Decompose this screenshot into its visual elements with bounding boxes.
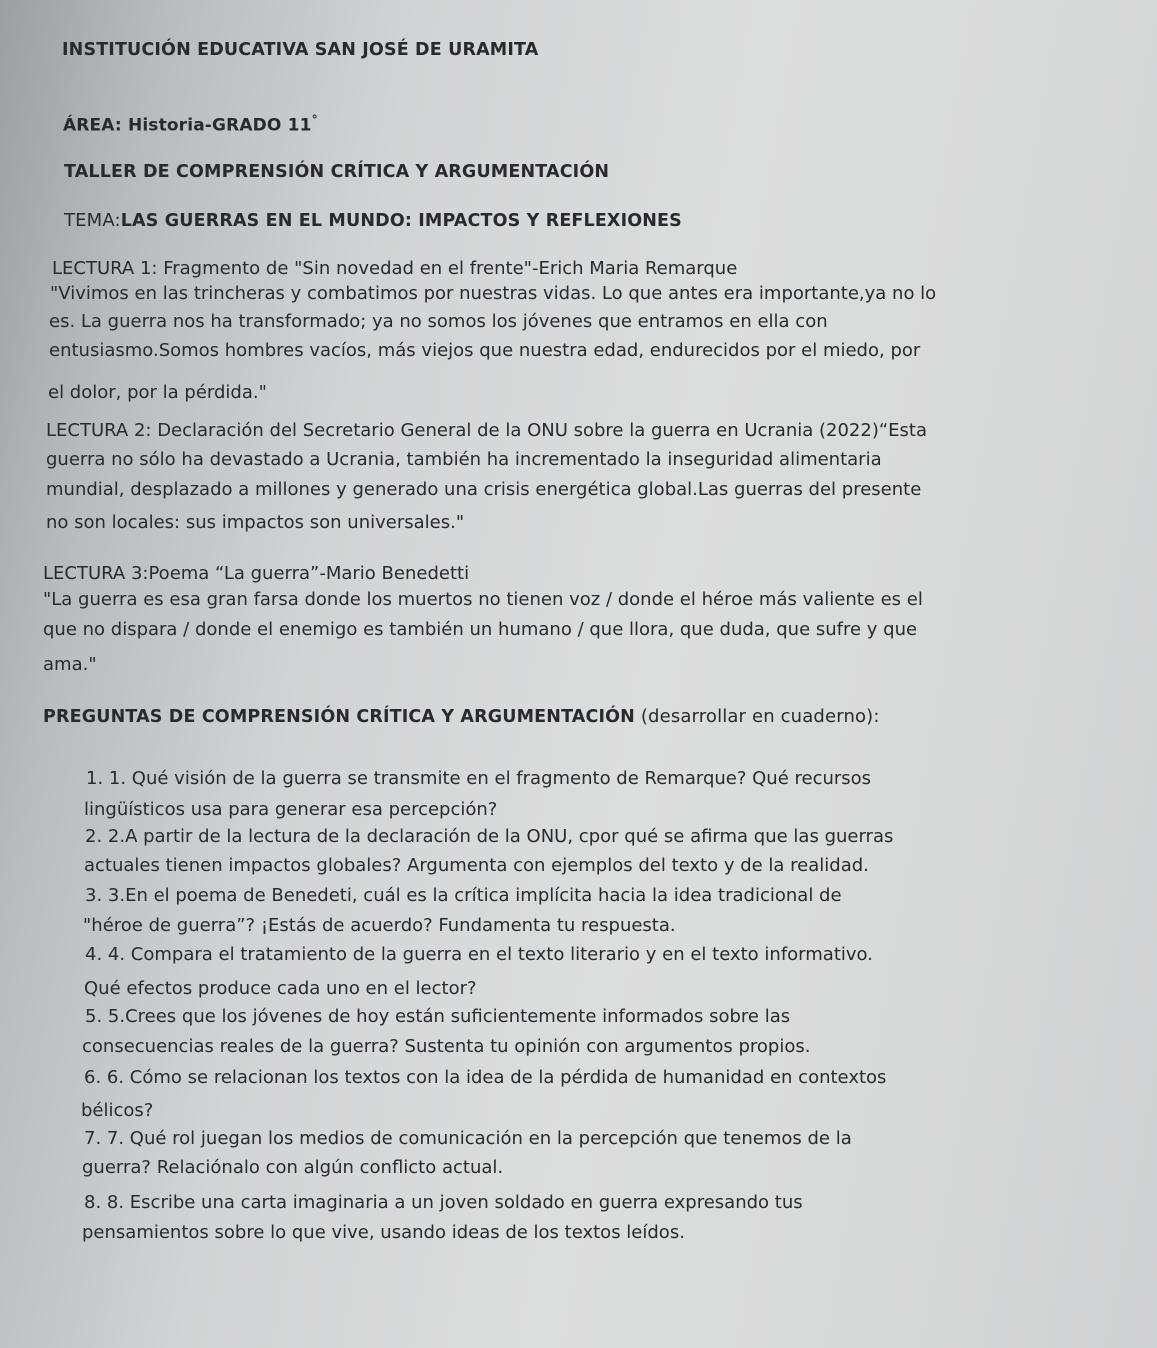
reading-2-title: LECTURA 2: Declaración del Secretario General de la ONU sobre la guerra en Ucrania (2022)“Esta [46, 420, 928, 441]
reading-1-line: "Vivimos en las trincheras y combatimos por nuestras vidas. Lo que antes era importante,ya no lo [50, 283, 937, 304]
question-7-line-2: guerra? Relaciónalo con algún conflicto actual. [82, 1157, 504, 1178]
question-4-line-1: 4. 4. Compara el tratamiento de la guerra en el texto literario y en el texto informativo. [85, 944, 873, 965]
institution-title: INSTITUCIÓN EDUCATIVA SAN JOSÉ DE URAMITA [62, 40, 539, 60]
reading-1-line: entusiasmo.Somos hombres vacíos, más viejos que nuestra edad, endurecidos por el miedo, por [49, 340, 921, 361]
reading-1-line: el dolor, por la pérdida." [48, 382, 267, 403]
theme-prefix: TEMA: [64, 210, 121, 231]
theme-title: LAS GUERRAS EN EL MUNDO: IMPACTOS Y REFLEXIONES [120, 211, 682, 231]
area-grade-line [63, 113, 318, 136]
reading-1-line: es. La guerra nos ha transformado; ya no somos los jóvenes que entramos en ella con [49, 311, 828, 332]
question-3-line-2: "héroe de guerra”? ¡Estás de acuerdo? Fundamenta tu respuesta. [83, 915, 676, 936]
question-2-line-1: 2. 2.A partir de la lectura de la declaración de la ONU, cpor qué se afirma que las guerras [85, 826, 894, 847]
area-grade-text: ÁREA: Historia-GRADO 11 [63, 115, 312, 136]
reading-2-line: no son locales: sus impactos son universales." [46, 512, 465, 533]
question-8-line-2: pensamientos sobre lo que vive, usando ideas de los textos leídos. [82, 1222, 685, 1243]
questions-heading [43, 706, 880, 727]
questions-title: PREGUNTAS DE COMPRENSIÓN CRÍTICA Y ARGUMENTACIÓN [43, 707, 635, 727]
question-8-line-1: 8. 8. Escribe una carta imaginaria a un joven soldado en guerra expresando tus [84, 1192, 803, 1213]
reading-3-line: que no dispara / donde el enemigo es también un humano / que llora, que duda, que sufre y que [43, 619, 918, 640]
reading-3-line: "La guerra es esa gran farsa donde los muertos no tienen voz / donde el héroe más valiente es el [43, 589, 923, 610]
question-7-line-1: 7. 7. Qué rol juegan los medios de comunicación en la percepción que tenemos de la [84, 1128, 852, 1149]
question-4-line-2: Qué efectos produce cada uno en el lector? [84, 978, 477, 999]
question-2-line-2: actuales tienen impactos globales? Argumenta con ejemplos del texto y de la realidad. [84, 855, 869, 876]
question-6-line-2: bélicos? [81, 1100, 154, 1121]
question-5-line-1: 5. 5.Crees que los jóvenes de hoy están suficientemente informados sobre las [85, 1006, 791, 1027]
question-1-line-2: lingüísticos usa para generar esa percepción? [84, 799, 498, 820]
question-1-line-1: 1. 1. Qué visión de la guerra se transmite en el fragmento de Remarque? Qué recursos [86, 768, 872, 789]
reading-3-line: ama." [43, 654, 97, 675]
reading-3-title: LECTURA 3:Poema “La guerra”-Mario Benedetti [43, 563, 470, 584]
questions-note: (desarrollar en cuaderno): [634, 706, 880, 727]
question-6-line-1: 6. 6. Cómo se relacionan los textos con la idea de la pérdida de humanidad en contextos [84, 1067, 887, 1088]
reading-2-line: mundial, desplazado a millones y generado una crisis energética global.Las guerras del presente [46, 479, 922, 500]
question-5-line-2: consecuencias reales de la guerra? Sustenta tu opinión con argumentos propios. [82, 1036, 811, 1057]
question-3-line-1: 3. 3.En el poema de Benedeti, cuál es la crítica implícita hacia la idea tradicional de [85, 885, 842, 906]
theme-line [64, 210, 682, 231]
reading-1-title: LECTURA 1: Fragmento de "Sin novedad en el frente"-Erich Maria Remarque [52, 258, 738, 279]
reading-2-line: guerra no sólo ha devastado a Ucrania, también ha incrementado la inseguridad alimentaria [46, 449, 882, 470]
workshop-title: TALLER DE COMPRENSIÓN CRÍTICA Y ARGUMENTACIÓN [64, 162, 610, 182]
degree-mark: ° [311, 113, 318, 127]
